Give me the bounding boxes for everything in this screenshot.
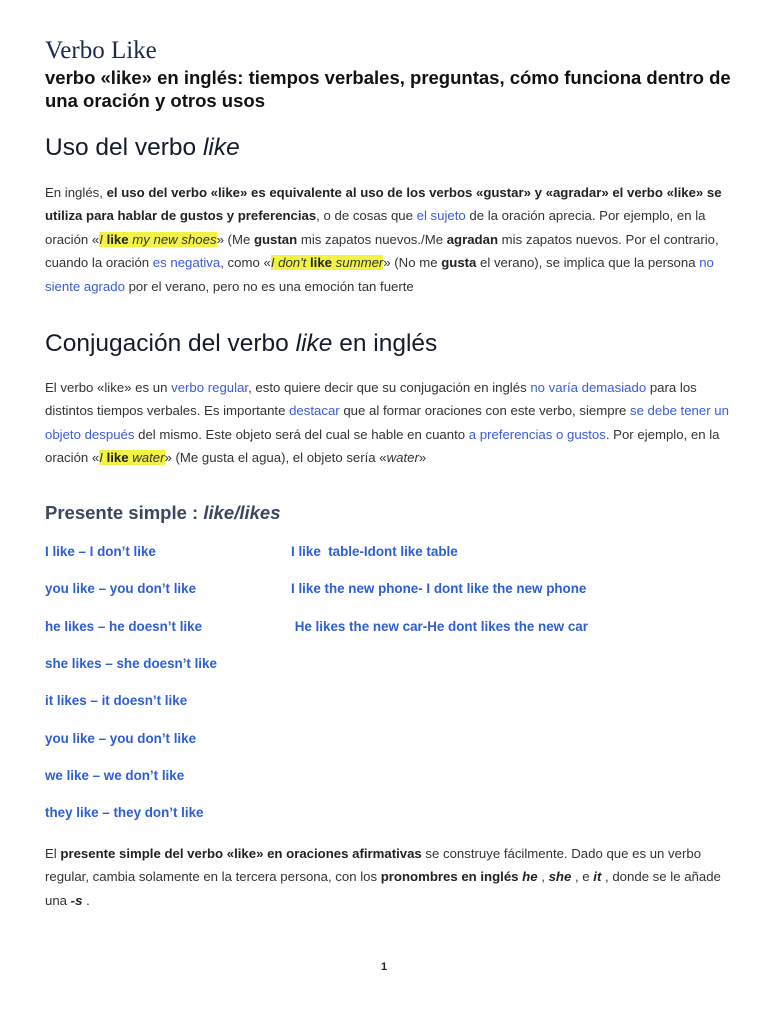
link-el-sujeto[interactable]: el sujeto bbox=[416, 208, 466, 224]
conjugation-line: it likes – it doesn’t like bbox=[45, 693, 188, 708]
text-run: En inglés, bbox=[45, 185, 107, 200]
link-destacar[interactable]: destacar bbox=[289, 403, 340, 419]
text-run: mis zapatos nuevos./Me bbox=[297, 231, 447, 247]
text-run: water bbox=[128, 450, 165, 466]
text-run: I bbox=[99, 450, 107, 466]
conjugation-line: we like – we don’t like bbox=[45, 768, 185, 783]
text-run: se construye fácilmente. Dado que es un verbo regular, cambia solamente en la tercera persona, con los bbox=[45, 846, 702, 885]
text-run: el verano), se implica que la persona bbox=[476, 255, 700, 271]
heading-emphasis: like bbox=[202, 134, 240, 161]
text-run: I bbox=[99, 231, 107, 247]
text-run: » bbox=[418, 450, 427, 466]
bold-italic-run: he bbox=[522, 869, 538, 885]
highlight-example bbox=[99, 450, 164, 465]
text-run: » (No me bbox=[383, 255, 442, 271]
example-sentence: I like the new phone- I dont like the new phone bbox=[291, 581, 587, 596]
text-run: mis zapatos nuevos. Por el contrario, cuando la oración bbox=[45, 231, 719, 271]
conjugation-line: you like – you don’t like bbox=[45, 731, 197, 746]
heading-emphasis: like bbox=[295, 330, 333, 357]
text-run: , o de cosas que bbox=[316, 208, 417, 224]
bold-run: pronombres en inglés bbox=[380, 869, 519, 885]
text-run: » (Me gusta el agua), el objeto sería « bbox=[164, 450, 387, 466]
document-title: Verbo Like bbox=[45, 37, 157, 64]
text-run: , donde se le añade una bbox=[45, 869, 721, 908]
link-es-negativa[interactable]: es negativa bbox=[152, 255, 221, 271]
text-run: » (Me bbox=[216, 231, 254, 247]
text-run: El verbo «like» es un bbox=[45, 380, 172, 395]
bold-run: like bbox=[106, 450, 129, 466]
heading-text: Presente simple : bbox=[45, 502, 204, 523]
text-run: por el verano, pero no es una emoción tan fuerte bbox=[124, 278, 414, 294]
conjugation-line: she likes – she doesn’t like bbox=[45, 656, 217, 671]
text-run: del mismo. Este objeto será del cual se hable en cuanto bbox=[134, 426, 469, 442]
paragraph-presente-simple bbox=[45, 842, 735, 912]
bold-run: agradan bbox=[446, 231, 499, 247]
text-run: , e bbox=[571, 869, 594, 885]
text-run: para los distintos tiempos verbales. Es importante bbox=[45, 380, 697, 419]
italic-run: water bbox=[386, 450, 419, 466]
bold-run: gustan bbox=[253, 231, 298, 247]
text-run: de la oración aprecia. Por ejemplo, en la oración « bbox=[45, 208, 706, 247]
bold-italic-run: it bbox=[593, 869, 602, 885]
paragraph-conjugacion bbox=[45, 376, 735, 470]
link-objeto-despues[interactable]: se debe tener un objeto después bbox=[45, 403, 729, 442]
text-run: . Por ejemplo, en la oración « bbox=[45, 426, 720, 466]
heading-text: Conjugación del verbo bbox=[45, 330, 296, 357]
bold-run: like bbox=[106, 231, 129, 247]
text-run: my new shoes bbox=[128, 231, 217, 247]
document-subtitle: verbo «like» en inglés: tiempos verbales, preguntas, cómo funciona dentro de una oración y otros usos bbox=[45, 67, 731, 111]
link-no-varia[interactable]: no varía demasiado bbox=[530, 380, 647, 395]
bold-italic-run: she bbox=[548, 869, 572, 885]
text-run: , esto quiere decir que su conjugación en inglés bbox=[248, 380, 531, 395]
section-heading-uso bbox=[45, 134, 240, 162]
section-heading-conjugacion bbox=[45, 330, 437, 358]
text-run: , como « bbox=[220, 255, 271, 271]
example-sentence: He likes the new car-He dont likes the new car bbox=[291, 619, 588, 634]
link-preferencias-gustos[interactable]: a preferencias o gustos bbox=[468, 426, 606, 442]
heading-text: en inglés bbox=[332, 330, 438, 357]
heading-text: Uso del verbo bbox=[45, 134, 203, 161]
conjugation-line: he likes – he doesn’t like bbox=[45, 619, 203, 634]
link-verbo-regular[interactable]: verbo regular bbox=[171, 380, 249, 395]
bold-run: presente simple del verbo «like» en oraciones afirmativas bbox=[60, 846, 422, 861]
bold-italic-run: -s bbox=[70, 892, 83, 908]
bold-run: like bbox=[310, 255, 332, 271]
text-run: . bbox=[82, 892, 90, 908]
subheading-presente-simple bbox=[45, 502, 281, 524]
conjugation-line: they like – they don’t like bbox=[45, 805, 204, 820]
text-run: que al formar oraciones con este verbo, siempre bbox=[339, 403, 630, 419]
highlight-example bbox=[99, 232, 216, 247]
example-sentence: I like table-Idont like table bbox=[291, 544, 458, 559]
conjugation-line: I like – I don’t like bbox=[45, 544, 156, 559]
link-no-siente-agrado[interactable]: no siente agrado bbox=[45, 255, 714, 294]
text-run: summer bbox=[332, 255, 384, 271]
text-run: , bbox=[537, 869, 549, 885]
text-run: El bbox=[45, 846, 61, 861]
bold-run: gusta bbox=[441, 255, 477, 271]
text-run: I don't bbox=[270, 255, 310, 271]
paragraph-uso bbox=[45, 181, 735, 298]
heading-emphasis: like/likes bbox=[203, 502, 281, 523]
bold-run: el uso del verbo «like» es equivalente al uso de los verbos «gustar» y «agradar» el verbo «like» se utiliza para hablar de gustos y preferencias bbox=[45, 185, 722, 224]
page-number: 1 bbox=[380, 961, 388, 973]
highlight-example bbox=[271, 255, 383, 270]
conjugation-line: you like – you don’t like bbox=[45, 581, 197, 596]
